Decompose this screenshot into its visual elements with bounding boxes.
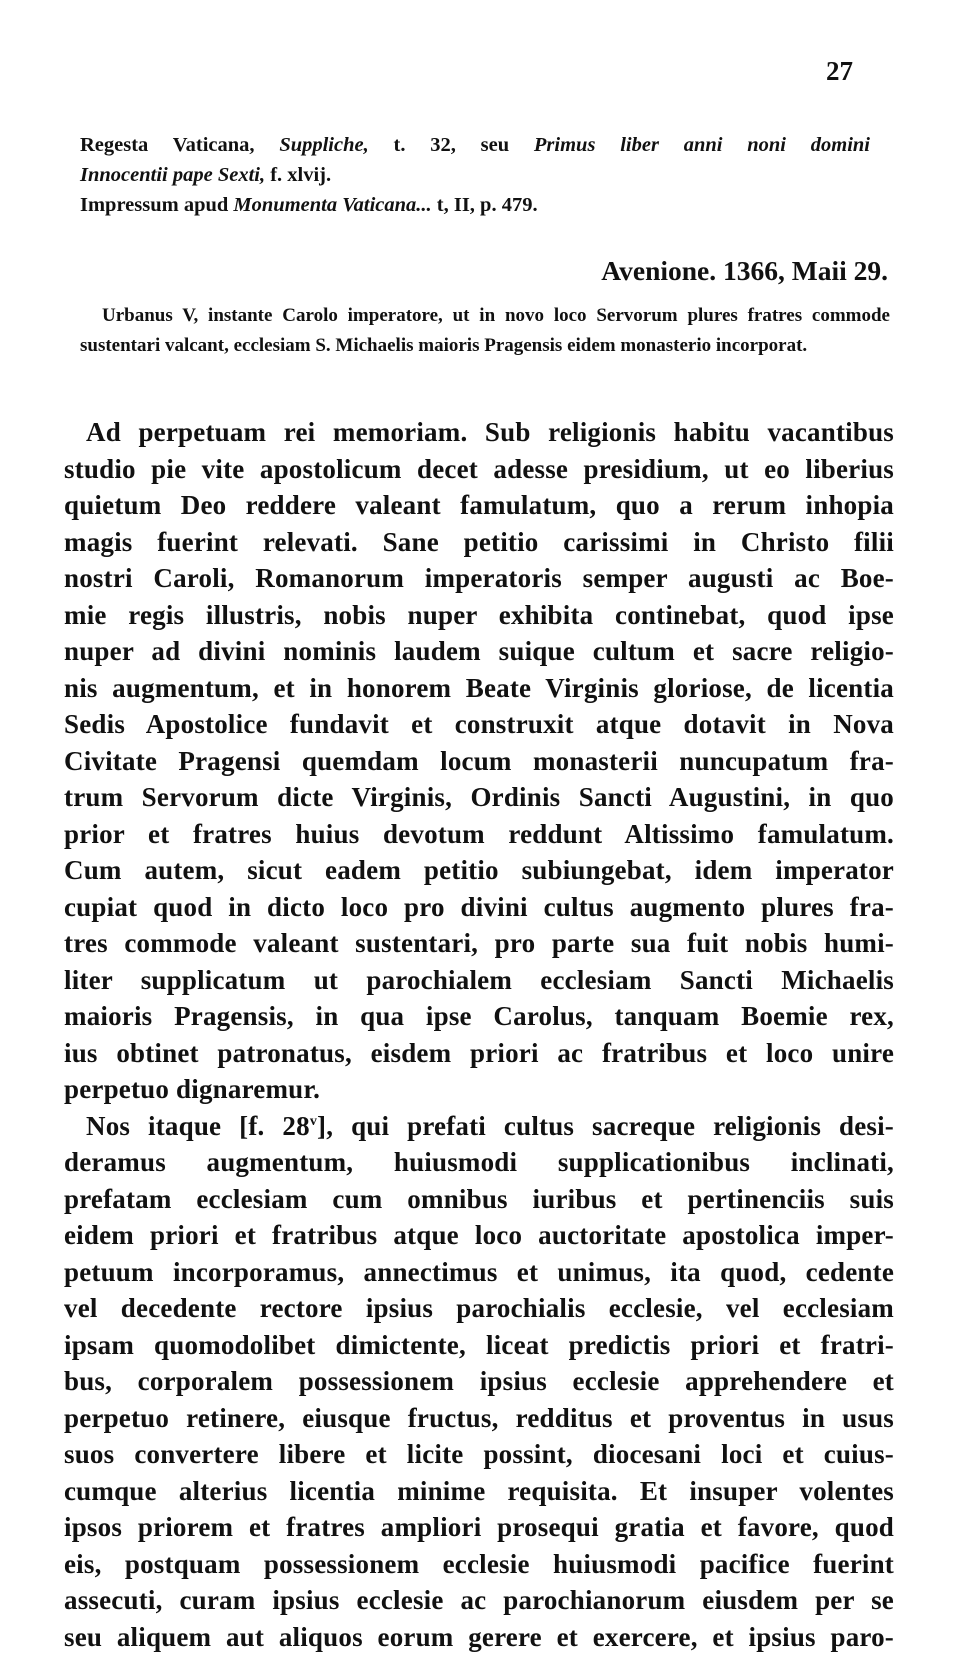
body-line: ipsos priorem et fratres ampliori prosequi gratia et favore, quod bbox=[64, 1512, 894, 1542]
body-line: perpetuo dignaremur. bbox=[64, 1074, 321, 1104]
source-series: Suppliche, bbox=[279, 134, 369, 156]
document-date: Avenione. 1366, Maii 29. bbox=[601, 255, 888, 286]
body-line: Civitate Pragensi quemdam locum monasterii nuncupatum fra- bbox=[64, 745, 894, 776]
body-line: seu aliquem aut aliquos eorum gerere et exercere, et ipsius paro- bbox=[64, 1621, 894, 1652]
body-line: prefatam ecclesiam cum omnibus iuribus et pertinenciis suis bbox=[64, 1183, 894, 1214]
body-line: nis augmentum, et in honorem Beate Virginis gloriose, de licentia bbox=[64, 672, 894, 703]
source-reference bbox=[80, 130, 870, 220]
source-line-2 bbox=[80, 160, 870, 190]
body-line: trum Servorum dicte Virginis, Ordinis Sancti Augustini, in quo bbox=[64, 782, 894, 812]
body-line: deramus augmentum, huiusmodi supplicationibus inclinati, bbox=[64, 1147, 894, 1177]
source-archive: Regesta Vaticana, bbox=[80, 134, 280, 156]
edition-intro: Impressum apud bbox=[80, 194, 234, 216]
source-line-3 bbox=[80, 190, 870, 220]
body-line: eis, postquam possessionem ecclesie huiusmodi pacifice fuerint bbox=[64, 1548, 894, 1579]
body-line: cumque alterius licentia minime requisita. Et insuper volentes bbox=[64, 1475, 894, 1506]
body-line: nuper ad divini nominis laudem suique cultum et sacre religio- bbox=[64, 636, 894, 666]
body-line: eidem priori et fratribus atque loco auctoritate apostolica imper- bbox=[64, 1220, 894, 1250]
body-line: Ad perpetuam rei memoriam. Sub religionis habitu vacantibus bbox=[86, 417, 894, 447]
source-title-part-1: Primus liber anni noni domini bbox=[533, 134, 870, 156]
body-line: assecuti, curam ipsius ecclesie ac parochianorum eiusdem per se bbox=[64, 1585, 894, 1615]
body-line: vel decedente rectore ipsius parochialis ecclesie, vel ecclesiam bbox=[64, 1293, 894, 1323]
verso-mark: v bbox=[309, 1113, 318, 1129]
paragraph-2 bbox=[64, 1108, 894, 1656]
body-text-part: ], qui prefati cultus sacreque religionis desi- bbox=[317, 1110, 894, 1141]
body-line: mie regis illustris, nobis nuper exhibita continebat, quod ipse bbox=[64, 599, 894, 630]
document-summary: Urbanus V, instante Carolo imperatore, ut in novo loco Servorum plures fratres commode sustentari valcant, ecclesiam S. Michaelis maioris Pragensis eidem monasterio incorporat. bbox=[80, 305, 890, 356]
body-line: liter supplicatum ut parochialem ecclesiam Sancti Michaelis bbox=[64, 964, 894, 995]
page-number: 27 bbox=[826, 56, 853, 86]
body-line: bus, corporalem possessionem ipsius ecclesie apprehendere et bbox=[64, 1366, 894, 1396]
body-line: ius obtinet patronatus, eisdem priori ac fratribus et loco unire bbox=[64, 1037, 894, 1068]
body-line bbox=[64, 1108, 894, 1145]
body-line: Cum autem, sicut eadem petitio subiungebat, idem imperator bbox=[64, 855, 894, 885]
body-line: ipsam quomodolibet dimictente, liceat predictis priori et fratri- bbox=[64, 1329, 894, 1360]
body-line: perpetuo retinere, eiusque fructus, redditus et proventus in usus bbox=[64, 1402, 894, 1433]
body-line: Sedis Apostolice fundavit et construxit atque dotavit in Nova bbox=[64, 709, 894, 739]
source-title-part-2: Innocentii pape Sexti, bbox=[80, 164, 266, 186]
edition-page: t, II, p. 479. bbox=[431, 194, 538, 216]
body-line: prior et fratres huius devotum reddunt Altissimo famulatum. bbox=[64, 818, 894, 849]
paragraph-1 bbox=[64, 414, 894, 1108]
body-line: studio pie vite apostolicum decet adesse presidium, ut eo liberius bbox=[64, 453, 894, 484]
edition-title: Monumenta Vaticana... bbox=[233, 194, 432, 216]
body-line: tres commode valeant sustentari, pro parte sua fuit nobis humi- bbox=[64, 928, 894, 958]
source-line-1 bbox=[80, 130, 870, 160]
document-body bbox=[64, 414, 894, 1655]
body-line: magis fuerint relevati. Sane petitio carissimi in Christo filii bbox=[64, 526, 894, 557]
body-line: cupiat quod in dicto loco pro divini cultus augmento plures fra- bbox=[64, 891, 894, 922]
source-folio: f. xlvij. bbox=[265, 164, 332, 186]
body-line: quietum Deo reddere valeant famulatum, quo a rerum inhopia bbox=[64, 490, 894, 520]
body-text-part: Nos itaque [f. 28 bbox=[86, 1110, 310, 1141]
body-line: petuum incorporamus, annectimus et unimus, ita quod, cedente bbox=[64, 1256, 894, 1287]
body-line: maioris Pragensis, in qua ipse Carolus, tanquam Boemie rex, bbox=[64, 1001, 894, 1031]
body-line: nostri Caroli, Romanorum imperatoris semper augusti ac Boe- bbox=[64, 563, 894, 593]
source-volume: t. 32, seu bbox=[368, 134, 534, 156]
body-line: suos convertere libere et licite possint, diocesani loci et cuius- bbox=[64, 1439, 894, 1469]
